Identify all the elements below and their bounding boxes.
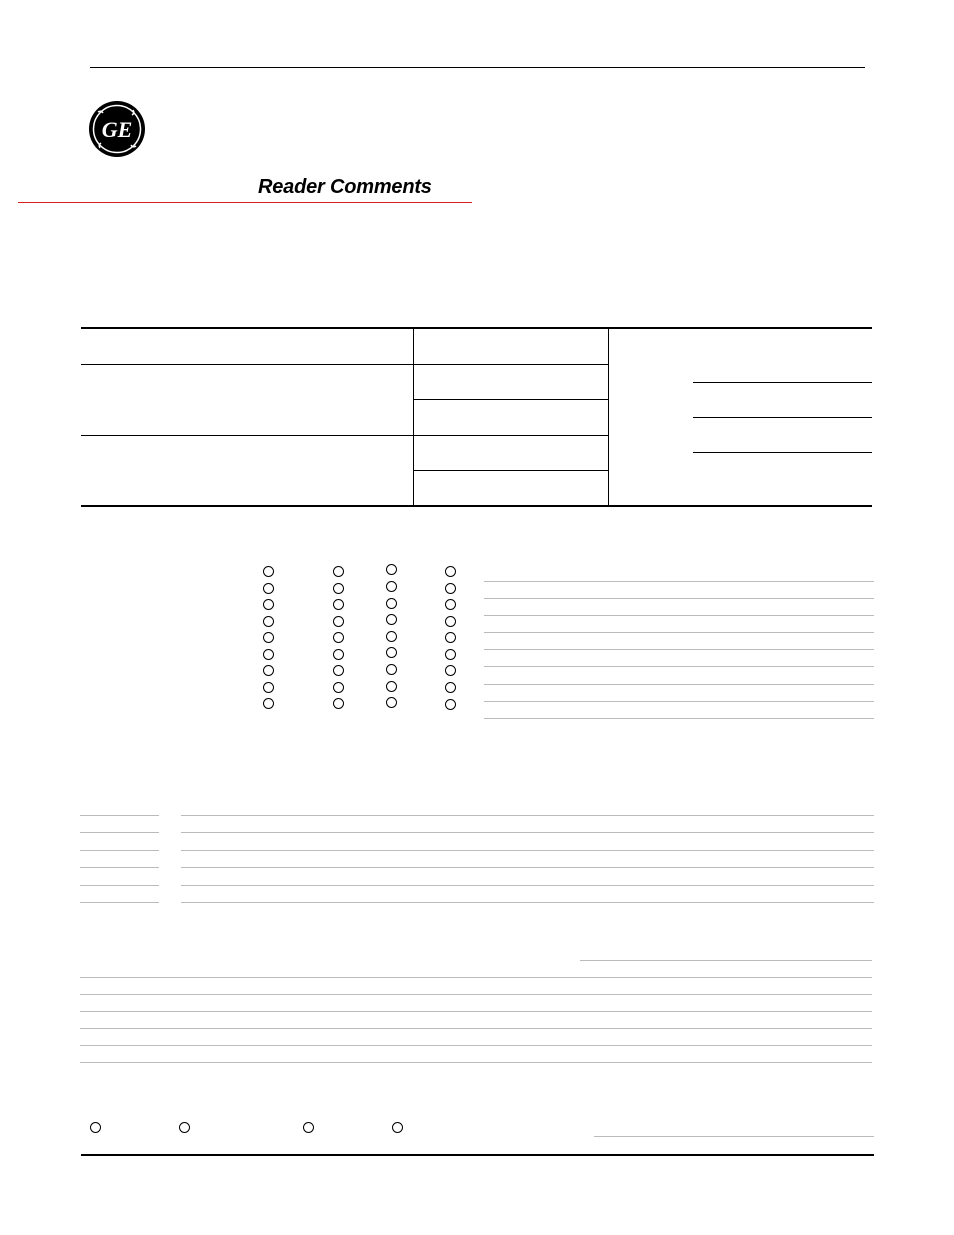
rating-radio[interactable] bbox=[445, 699, 456, 710]
ge-logo-icon bbox=[88, 100, 146, 158]
rating-radio[interactable] bbox=[333, 583, 344, 594]
comment-line[interactable] bbox=[484, 649, 874, 650]
rating-radio[interactable] bbox=[386, 631, 397, 642]
page-field-line[interactable] bbox=[80, 902, 159, 903]
description-line[interactable] bbox=[181, 885, 874, 886]
title-underline bbox=[18, 202, 472, 203]
response-radio[interactable] bbox=[179, 1122, 190, 1133]
bottom-rule bbox=[81, 1154, 874, 1156]
rating-radio[interactable] bbox=[333, 665, 344, 676]
suggestion-line[interactable] bbox=[80, 1062, 872, 1063]
page-field-line[interactable] bbox=[80, 815, 159, 816]
comment-line[interactable] bbox=[484, 632, 874, 633]
comment-line[interactable] bbox=[484, 615, 874, 616]
page-field-line[interactable] bbox=[80, 885, 159, 886]
rating-radio[interactable] bbox=[445, 616, 456, 627]
rating-radio[interactable] bbox=[263, 665, 274, 676]
comment-line[interactable] bbox=[484, 598, 874, 599]
rating-radio[interactable] bbox=[263, 682, 274, 693]
rating-radio[interactable] bbox=[445, 599, 456, 610]
suggestion-line[interactable] bbox=[580, 960, 872, 961]
page-title: Reader Comments bbox=[258, 176, 432, 198]
rating-radio[interactable] bbox=[386, 664, 397, 675]
rating-radio[interactable] bbox=[333, 616, 344, 627]
response-radio[interactable] bbox=[90, 1122, 101, 1133]
rating-radio[interactable] bbox=[263, 649, 274, 660]
rating-radio[interactable] bbox=[445, 649, 456, 660]
rating-radio[interactable] bbox=[333, 599, 344, 610]
rating-radio[interactable] bbox=[445, 665, 456, 676]
suggestion-line[interactable] bbox=[80, 1045, 872, 1046]
description-line[interactable] bbox=[181, 815, 874, 816]
response-radio[interactable] bbox=[392, 1122, 403, 1133]
rating-radio[interactable] bbox=[263, 599, 274, 610]
response-other-line[interactable] bbox=[594, 1136, 874, 1137]
rating-radio[interactable] bbox=[263, 566, 274, 577]
rating-radio[interactable] bbox=[386, 647, 397, 658]
rating-radio[interactable] bbox=[445, 682, 456, 693]
rating-radio[interactable] bbox=[386, 697, 397, 708]
description-line[interactable] bbox=[181, 867, 874, 868]
rating-radio[interactable] bbox=[333, 682, 344, 693]
rating-radio[interactable] bbox=[386, 598, 397, 609]
suggestion-line[interactable] bbox=[80, 994, 872, 995]
rating-radio[interactable] bbox=[333, 649, 344, 660]
suggestion-line[interactable] bbox=[80, 1011, 872, 1012]
description-line[interactable] bbox=[181, 832, 874, 833]
comment-line[interactable] bbox=[484, 581, 874, 582]
description-line[interactable] bbox=[181, 902, 874, 903]
ge-logo-letters: GE bbox=[101, 117, 133, 142]
rating-radio[interactable] bbox=[263, 583, 274, 594]
rating-radio[interactable] bbox=[263, 632, 274, 643]
page-field-line[interactable] bbox=[80, 850, 159, 851]
page-field-line[interactable] bbox=[80, 867, 159, 868]
rating-radio[interactable] bbox=[445, 566, 456, 577]
rating-radio[interactable] bbox=[386, 564, 397, 575]
comment-line[interactable] bbox=[484, 666, 874, 667]
rating-radio[interactable] bbox=[263, 698, 274, 709]
response-radio[interactable] bbox=[303, 1122, 314, 1133]
comment-line[interactable] bbox=[484, 684, 874, 685]
top-rule bbox=[90, 67, 865, 68]
description-line[interactable] bbox=[181, 850, 874, 851]
rating-radio[interactable] bbox=[333, 632, 344, 643]
comment-line[interactable] bbox=[484, 718, 874, 719]
rating-radio[interactable] bbox=[333, 698, 344, 709]
rating-radio[interactable] bbox=[386, 614, 397, 625]
rating-radio[interactable] bbox=[386, 681, 397, 692]
rating-radio[interactable] bbox=[386, 581, 397, 592]
comment-line[interactable] bbox=[484, 701, 874, 702]
rating-radio[interactable] bbox=[445, 583, 456, 594]
rating-radio[interactable] bbox=[333, 566, 344, 577]
page-field-line[interactable] bbox=[80, 832, 159, 833]
rating-radio[interactable] bbox=[263, 616, 274, 627]
suggestion-line[interactable] bbox=[80, 977, 872, 978]
rating-radio[interactable] bbox=[445, 632, 456, 643]
suggestion-line[interactable] bbox=[80, 1028, 872, 1029]
